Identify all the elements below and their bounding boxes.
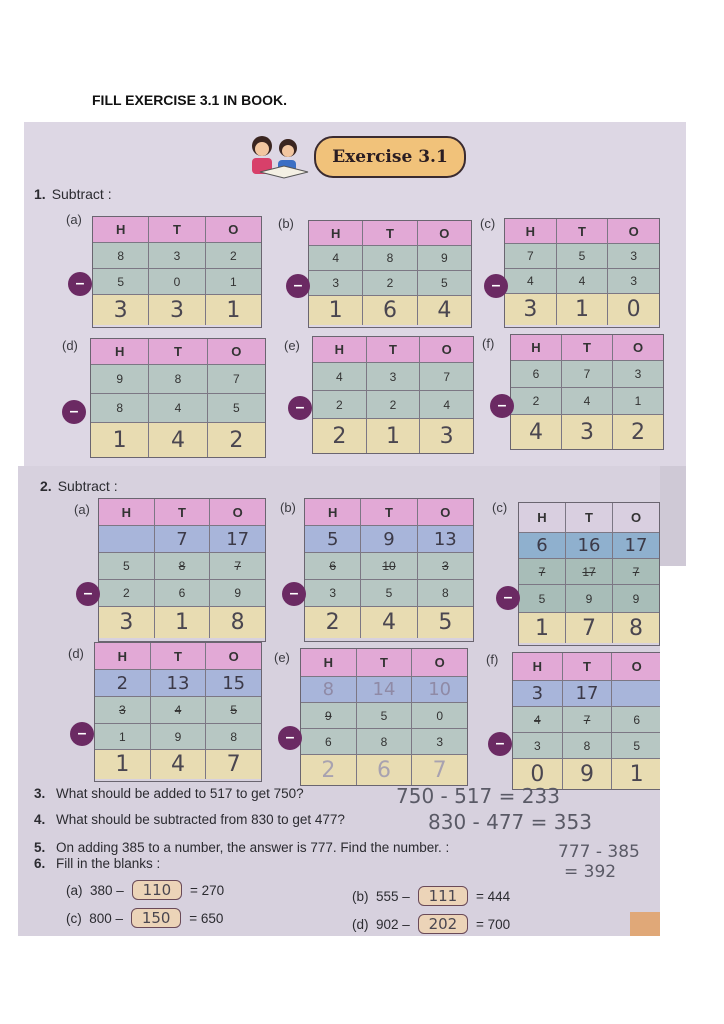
answer-digit: 2 (301, 755, 357, 785)
header-h: H (95, 643, 151, 670)
q3-handwritten-work: 750 - 517 = 233 (396, 784, 560, 808)
q2-heading: 2. Subtract : (40, 478, 118, 494)
q1-heading: 1. Subtract : (34, 186, 112, 202)
answer-digit: 1 (226, 297, 241, 323)
answer-digit: 4 (151, 750, 207, 779)
header-o: O (418, 221, 471, 246)
bottom-digit: 2 (367, 391, 421, 419)
answer-digit: 7 (226, 752, 241, 777)
answer-digit: 1 (91, 423, 149, 457)
q6a-item: (a) 380 – 110 = 270 (66, 881, 225, 899)
q1e-label: (e) (284, 338, 300, 353)
bottom-digit: 6 (155, 580, 211, 607)
header-h: H (93, 217, 149, 243)
answer-digit: 2 (631, 419, 645, 445)
answer-digit: 1 (519, 613, 566, 643)
borrow-digit: 17 (613, 533, 659, 559)
q5-handwritten-work: 777 - 385 (558, 842, 640, 862)
answer-digit: 2 (313, 419, 367, 453)
answer-digit: 8 (230, 610, 245, 635)
worksheet-photo-bottom (18, 466, 660, 936)
top-digit-crossed: 17 (566, 559, 613, 585)
borrow-digit: 17 (563, 681, 613, 707)
q6a-blank[interactable]: 110 (132, 880, 183, 900)
bottom-digit: 9 (151, 724, 207, 750)
bottom-digit: 5 (208, 394, 265, 423)
borrow-digit: 16 (566, 533, 613, 559)
bottom-digit: 3 (608, 269, 659, 294)
q1e-grid (312, 336, 474, 454)
bottom-digit: 5 (519, 585, 566, 613)
bottom-digit: 3 (412, 729, 467, 755)
top-digit: 3 (367, 363, 421, 391)
header-t: T (151, 643, 207, 670)
top-digit: 5 (557, 244, 609, 269)
header-t: T (357, 649, 413, 677)
minus-icon: – (288, 396, 312, 420)
borrow-digit: 3 (513, 681, 563, 707)
bottom-digit: 5 (612, 733, 660, 759)
header-h: H (305, 499, 361, 526)
corner-decoration (630, 912, 660, 936)
minus-icon: – (484, 274, 508, 298)
answer-digit: 3 (505, 294, 557, 325)
bottom-digit: 8 (418, 580, 473, 607)
header-t: T (367, 337, 421, 363)
minus-icon: – (490, 394, 514, 418)
bottom-digit: 3 (513, 733, 563, 759)
answer-digit: 1 (155, 607, 211, 638)
q2a-label: (a) (74, 502, 90, 517)
bottom-digit: 2 (313, 391, 367, 419)
header-o: O (420, 337, 473, 363)
top-digit: 3 (149, 243, 205, 269)
top-digit: 7 (420, 363, 473, 391)
answer-digit: 8 (629, 615, 643, 641)
top-digit-crossed: 5 (206, 697, 261, 724)
bottom-digit: 4 (149, 394, 207, 423)
bottom-digit: 9 (613, 585, 659, 613)
q1b-grid (308, 220, 472, 328)
bottom-digit: 8 (91, 394, 149, 423)
header-h: H (91, 339, 149, 365)
header-o: O (412, 649, 467, 677)
bottom-digit: 8 (357, 729, 413, 755)
header-o: O (613, 335, 663, 361)
answer-digit: 3 (99, 607, 155, 638)
top-digit-crossed: 10 (361, 553, 417, 580)
top-digit: 7 (562, 361, 613, 388)
header-o: O (613, 503, 659, 533)
q2b-label: (b) (280, 500, 296, 515)
bottom-digit: 9 (210, 580, 265, 607)
header-t: T (557, 219, 609, 244)
answer-digit: 2 (305, 607, 361, 638)
bottom-digit: 2 (511, 388, 562, 415)
q2e-grid (300, 648, 468, 786)
bottom-digit: 4 (557, 269, 609, 294)
top-digit-crossed: 3 (95, 697, 151, 724)
answer-digit: 0 (513, 759, 563, 789)
q2d-grid (94, 642, 262, 782)
q6d-item: (d) 902 – 202 = 700 (352, 915, 511, 933)
top-digit-crossed: 7 (563, 707, 613, 733)
borrow-digit: 7 (155, 526, 211, 553)
children-reading-icon (240, 132, 324, 182)
top-digit: 3 (608, 244, 659, 269)
minus-icon: – (286, 274, 310, 298)
bottom-digit: 5 (93, 269, 149, 295)
top-digit-crossed: 7 (613, 559, 659, 585)
answer-digit: 1 (557, 294, 609, 325)
header-h: H (513, 653, 563, 681)
bottom-digit: 9 (566, 585, 613, 613)
top-digit: 9 (91, 365, 149, 394)
q2c-label: (c) (492, 500, 508, 515)
borrow-digit (99, 526, 155, 553)
answer-digit: 3 (562, 415, 613, 449)
bottom-digit: 0 (149, 269, 205, 295)
bottom-digit: 8 (206, 724, 261, 750)
top-digit: 8 (363, 246, 417, 271)
bottom-digit: 3 (305, 580, 361, 607)
header-t: T (361, 499, 417, 526)
answer-digit: 0 (626, 297, 641, 322)
header-t: T (563, 653, 613, 681)
q4-text: 4. What should be subtracted from 830 to get 477? (34, 812, 345, 827)
top-digit: 4 (313, 363, 367, 391)
bottom-digit: 4 (562, 388, 613, 415)
q5-text: 5. On adding 385 to a number, the answer is 777. Find the number. : (34, 840, 450, 855)
q1c-grid (504, 218, 660, 328)
borrow-digit: 15 (206, 670, 261, 697)
q4-handwritten-work: 830 - 477 = 353 (428, 810, 592, 834)
header-t: T (566, 503, 613, 533)
answer-digit: 6 (357, 755, 413, 785)
header-t: T (155, 499, 211, 526)
answer-digit: 2 (229, 427, 244, 453)
worksheet-photo-top (24, 122, 686, 472)
header-t: T (149, 217, 205, 243)
minus-icon: – (278, 726, 302, 750)
top-digit-crossed: 7 (210, 553, 265, 580)
q1b-label: (b) (278, 216, 294, 231)
top-digit: 0 (412, 703, 467, 729)
answer-digit: 7 (566, 613, 613, 643)
bottom-digit: 5 (418, 271, 471, 296)
top-digit: 4 (309, 246, 363, 271)
bottom-digit: 4 (420, 391, 473, 419)
answer-digit: 3 (439, 423, 454, 449)
top-digit: 8 (93, 243, 149, 269)
answer-digit: 4 (511, 415, 562, 449)
minus-icon: – (496, 586, 520, 610)
header-h: H (519, 503, 566, 533)
header-o: O (206, 643, 261, 670)
borrow-digit: 17 (210, 526, 265, 553)
page-title: FILL EXERCISE 3.1 IN BOOK. (92, 92, 288, 108)
q6b-item: (b) 555 – 111 = 444 (352, 887, 511, 905)
borrow-digit (612, 681, 660, 707)
top-digit-crossed: 7 (519, 559, 566, 585)
answer-digit: 1 (629, 761, 644, 787)
answer-digit: 1 (95, 750, 151, 779)
top-digit-crossed: 4 (151, 697, 207, 724)
top-digit-crossed: 8 (155, 553, 211, 580)
photo-edge (660, 466, 686, 566)
header-h: H (99, 499, 155, 526)
top-digit: 2 (206, 243, 261, 269)
q1d-grid (90, 338, 266, 458)
header-o: O (608, 219, 659, 244)
minus-icon: – (70, 722, 94, 746)
q2b-grid (304, 498, 474, 642)
borrow-digit: 14 (357, 677, 413, 703)
top-digit: 9 (418, 246, 471, 271)
borrow-digit: 13 (151, 670, 207, 697)
answer-digit: 4 (149, 423, 207, 457)
answer-digit: 5 (438, 610, 453, 635)
header-o: O (210, 499, 265, 526)
bottom-digit: 1 (95, 724, 151, 750)
answer-digit: 7 (432, 757, 447, 783)
top-digit-crossed: 3 (418, 553, 473, 580)
header-t: T (149, 339, 207, 365)
top-digit-crossed: 4 (513, 707, 563, 733)
header-h: H (309, 221, 363, 246)
answer-digit: 9 (563, 759, 613, 789)
q3-text: 3. What should be added to 517 to get 750? (34, 786, 304, 801)
minus-icon: – (68, 272, 92, 296)
top-digit: 5 (99, 553, 155, 580)
borrow-digit: 8 (301, 677, 357, 703)
bottom-digit: 6 (301, 729, 357, 755)
header-h: H (313, 337, 367, 363)
q1f-label: (f) (482, 336, 495, 351)
header-t: T (562, 335, 613, 361)
q2c-grid (518, 502, 660, 646)
top-digit: 3 (613, 361, 663, 388)
bottom-digit: 1 (206, 269, 261, 295)
top-digit: 7 (208, 365, 265, 394)
q1d-label: (d) (62, 338, 78, 353)
q6c-item: (c) 800 – 150 = 650 (66, 909, 224, 927)
answer-digit: 4 (361, 607, 417, 638)
borrow-digit: 9 (361, 526, 417, 553)
q2e-label: (e) (274, 650, 290, 665)
minus-icon: – (282, 582, 306, 606)
q6-heading: 6. Fill in the blanks : (34, 856, 161, 871)
q1c-label: (c) (480, 216, 496, 231)
answer-digit: 1 (367, 419, 421, 453)
minus-icon: – (488, 732, 512, 756)
header-o: O (418, 499, 473, 526)
q2f-grid (512, 652, 660, 790)
exercise-badge: Exercise 3.1 (314, 136, 466, 178)
header-h: H (301, 649, 357, 677)
top-digit: 8 (149, 365, 207, 394)
answer-digit: 6 (363, 296, 417, 325)
top-digit: 5 (357, 703, 413, 729)
answer-digit: 3 (93, 295, 149, 325)
q1a-label: (a) (66, 212, 82, 227)
q2d-label: (d) (68, 646, 84, 661)
answer-digit: 4 (437, 298, 452, 323)
answer-digit: 3 (149, 295, 205, 325)
header-o: O (206, 217, 261, 243)
borrow-digit: 13 (418, 526, 473, 553)
header-o: O (612, 653, 660, 681)
top-digit: 7 (505, 244, 557, 269)
bottom-digit: 5 (361, 580, 417, 607)
answer-digit: 1 (309, 296, 363, 325)
q1a-grid (92, 216, 262, 328)
header-h: H (505, 219, 557, 244)
q2f-label: (f) (486, 652, 499, 667)
q1f-grid (510, 334, 664, 450)
borrow-digit: 5 (305, 526, 361, 553)
header-h: H (511, 335, 562, 361)
bottom-digit: 2 (363, 271, 417, 296)
bottom-digit: 2 (99, 580, 155, 607)
borrow-digit: 2 (95, 670, 151, 697)
q5-handwritten-result: = 392 (564, 862, 617, 882)
top-digit-crossed: 9 (301, 703, 357, 729)
q2a-grid (98, 498, 266, 642)
minus-icon: – (76, 582, 100, 606)
q6c-blank[interactable]: 150 (131, 908, 182, 928)
header-o: O (208, 339, 265, 365)
minus-icon: – (62, 400, 86, 424)
top-digit: 6 (612, 707, 660, 733)
top-digit: 6 (511, 361, 562, 388)
borrow-digit: 10 (412, 677, 467, 703)
q6d-blank[interactable]: 202 (418, 914, 469, 934)
bottom-digit: 1 (613, 388, 663, 415)
header-t: T (363, 221, 417, 246)
top-digit-crossed: 6 (305, 553, 361, 580)
q6b-blank[interactable]: 111 (418, 886, 469, 906)
bottom-digit: 3 (309, 271, 363, 296)
borrow-digit: 6 (519, 533, 566, 559)
bottom-digit: 4 (505, 269, 557, 294)
bottom-digit: 8 (563, 733, 613, 759)
